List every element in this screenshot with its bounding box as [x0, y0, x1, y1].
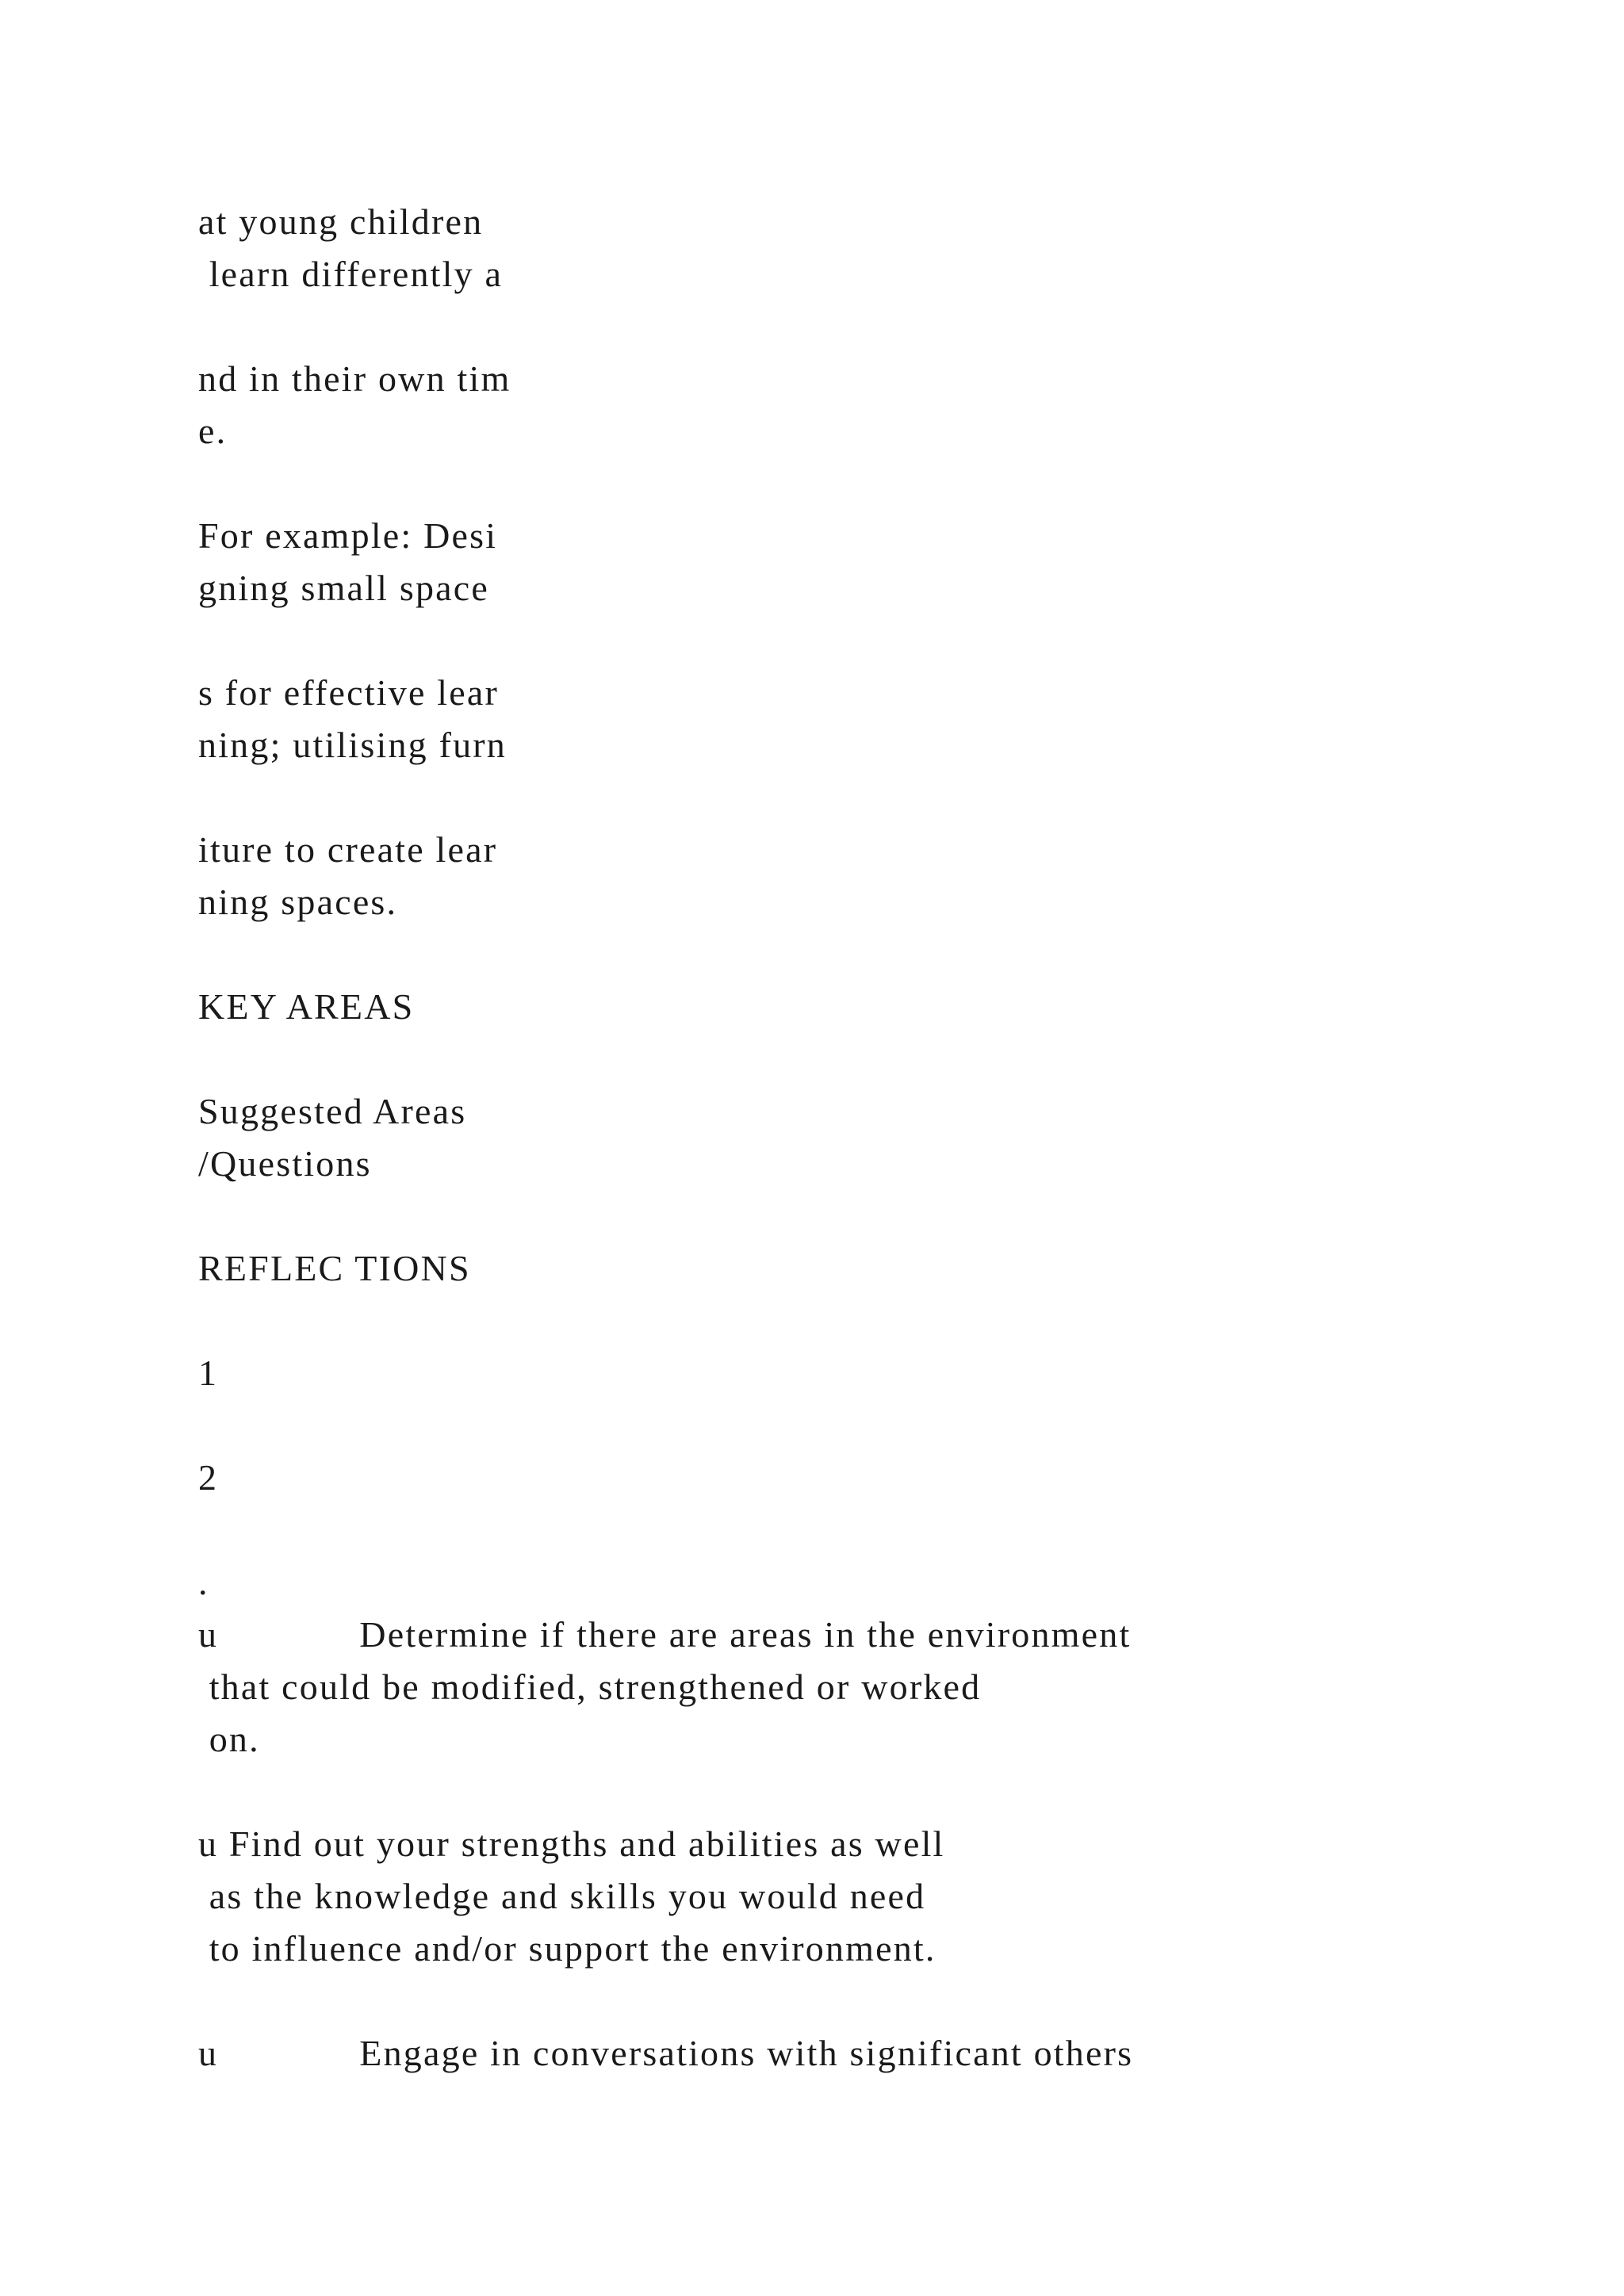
text-line: e.	[198, 411, 228, 451]
text-line: ning; utilising furn	[198, 725, 507, 765]
bullet-item: u Determine if there are areas in the environment	[198, 1614, 1132, 1655]
text-line: to influence and/or support the environment.	[198, 1928, 936, 1969]
text-line: that could be modified, strengthened or worked	[198, 1667, 982, 1707]
bullet-item: u Engage in conversations with significant others	[198, 2033, 1134, 2073]
section-heading: REFLEC TIONS	[198, 1248, 471, 1288]
section-heading: KEY AREAS	[198, 986, 415, 1027]
list-number: 1	[198, 1353, 219, 1393]
text-line: Suggested Areas	[198, 1091, 467, 1131]
text-line: s for effective lear	[198, 672, 500, 713]
text-line: /Questions	[198, 1143, 372, 1184]
bullet-item: u Find out your strengths and abilities as well	[198, 1823, 945, 1864]
list-number: 2	[198, 1457, 219, 1498]
text-line: nd in their own tim	[198, 358, 511, 399]
text-line: gning small space	[198, 568, 489, 608]
text-line: ning spaces.	[198, 882, 398, 922]
text-line: on.	[198, 1719, 260, 1759]
text-line: iture to create lear	[198, 829, 498, 870]
text-line: at young children	[198, 201, 484, 242]
text-line: .	[198, 1562, 209, 1602]
text-line: as the knowledge and skills you would need	[198, 1876, 926, 1916]
text-line: learn differently a	[198, 254, 504, 294]
text-line: For example: Desi	[198, 515, 498, 556]
